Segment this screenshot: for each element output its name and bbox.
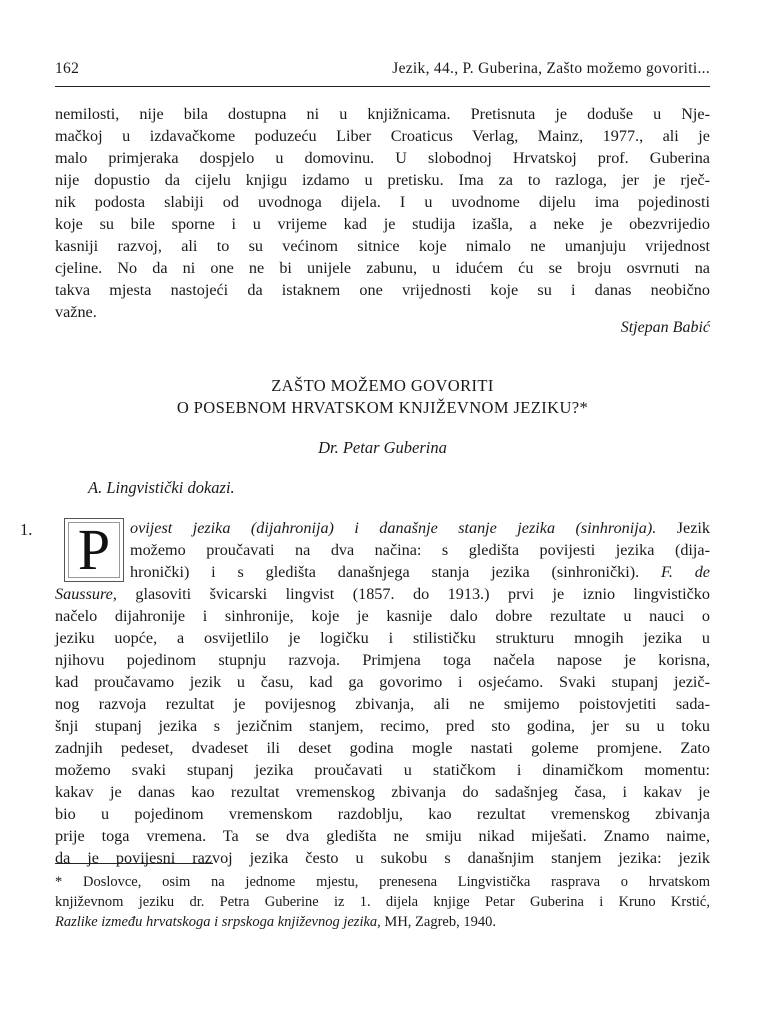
intro-line: koje su bile sporne i u vrijeme kad je studija izašla, a neke je obezvrijedio: [55, 215, 710, 233]
intro-line: nije dopustio da cijelu knjigu izdamo u pretisku. Ima za to razloga, jer je rječ-: [55, 171, 710, 189]
intro-line: cjeline. No da ni one ne bi unijele zabunu, u idućem ću se broju osvrnuti na: [55, 259, 710, 277]
running-title: Jezik, 44., P. Guberina, Zašto možemo govoriti...: [392, 60, 710, 77]
body-line: [130, 517, 710, 539]
intro-line: kasniji razvoj, ali to su većinom sitnice koje nimalo ne umanjuju vrijednost: [55, 237, 710, 255]
header-rule: [55, 86, 710, 87]
article-title-line-1: ZAŠTO MOŽEMO GOVORITI: [271, 376, 494, 395]
body-line: prije toga vremena. Ta se dva gledišta ne smiju nikad miješati. Znamo naime,: [55, 827, 710, 845]
body-italic: ovijest jezika (dijahronija) i današnje stanje jezika (sinhronija).: [130, 519, 657, 537]
intro-line: nemilosti, nije bila dostupna ni u knjižnicama. Pretisnuta je doduše u Nje-: [55, 105, 710, 123]
signature: Stjepan Babić: [620, 319, 710, 336]
intro-line: nik podosta slabiji od uvodnoga dijela. I u uvodnome dijelu ima pojedinosti: [55, 193, 710, 211]
body-line: kad proučavamo jezik u času, kad ga govorimo i osjećamo. Svaki stupanj jezič-: [55, 673, 710, 691]
intro-line: važne.: [55, 303, 97, 321]
body-line: možemo proučavati na dva načina: s gledišta povijesti jezika (dija-: [130, 541, 710, 559]
body-line: bio u pojedinom vremenskom razdoblju, kao rezultat vremenskog zbivanja: [55, 805, 710, 823]
footnote-rule: [55, 863, 213, 864]
body-line: [55, 583, 710, 605]
body-line: [130, 561, 710, 583]
body-line: zadnjih pedeset, dvadeset ili deset godina mogle nastati goleme promjene. Zato: [55, 739, 710, 757]
body-line: možemo svaki stupanj jezika proučavati u statičkom i dinamičkom momentu:: [55, 761, 710, 779]
article-title-line-2: O POSEBNOM HRVATSKOM KNJIŽEVNOM JEZIKU?*: [176, 398, 589, 417]
drop-cap: P: [64, 518, 124, 582]
body-line: nog razvoja rezultat je povijesnog zbivanja, ali ne smijemo poistovjetiti sada-: [55, 695, 710, 713]
intro-line: mačkoj u izdavačkome poduzeću Liber Croaticus Verlag, Mainz, 1977., ali je: [55, 127, 710, 145]
body-line: da je povijesni razvoj jezika često u sukobu s današnjim stanjem jezika: jezik: [55, 849, 710, 867]
intro-line: malo primjeraka dospjelo u domovinu. U slobodnoj Hrvatskoj prof. Guberina: [55, 149, 710, 167]
footnote-text: MH, Zagreb, 1940.: [380, 914, 496, 930]
body-line: jeziku uopće, a osvijetlilo je logičku i stilističku strukturu mnogih jezika u: [55, 629, 710, 647]
body-line: načelo dijahronije i sinhronije, koje je kasnije dalo dobre rezultate u nauci o: [55, 607, 710, 625]
body-italic: F. de: [661, 563, 710, 581]
body-line: šnji stupanj jezika s jezičnim stanjem, recimo, pred sto godina, jer su u toku: [55, 717, 710, 735]
footnote-line: [55, 912, 496, 932]
body-text: hronički) i s gledišta današnjega stanja jezika (sinhronički).: [130, 563, 662, 581]
paragraph-number: 1.: [20, 520, 33, 539]
page-number: 162: [55, 60, 80, 77]
intro-line: takva mjesta nastojeći da istaknem one vrijednosti koje su i danas neobično: [55, 281, 710, 299]
page-header: [55, 60, 710, 82]
body-italic: Saussure,: [55, 585, 117, 603]
body-text: glasoviti švicarski lingvist (1857. do 1913.) prvi je iznio lingvističko: [116, 585, 710, 603]
footnote-line: književnom jeziku dr. Petra Guberine iz 1. dijela knjige Petar Guberina i Kruno Krstić,: [55, 894, 710, 910]
body-line: njihovu pojedinom stupnju razvoja. Primjena toga načela napose je korisna,: [55, 651, 710, 669]
body-text: Jezik: [656, 519, 710, 537]
section-heading: A. Lingvistički dokazi.: [88, 478, 235, 497]
body-line: kakav je danas kao rezultat vremenskog zbivanja do sadašnjeg časa, i kakav je: [55, 783, 710, 801]
footnote-line: * Doslovce, osim na jednome mjestu, prenesena Lingvistička rasprava o hrvatskom: [55, 874, 710, 890]
article-author: Dr. Petar Guberina: [318, 438, 447, 457]
footnote-italic: Razlike između hrvatskoga i srpskoga književnog jezika,: [55, 914, 381, 930]
